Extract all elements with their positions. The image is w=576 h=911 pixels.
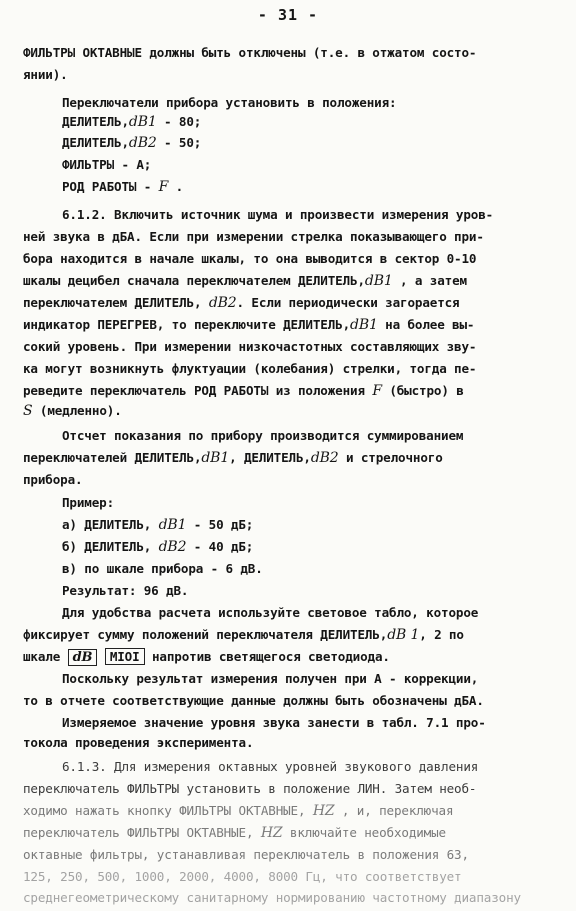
text-line: Результат: 96 дВ. [62, 583, 189, 598]
text-line: Отсчет показания по прибору производится суммированием [62, 428, 464, 443]
text-line: ней звука в дБА. Если при измерении стрелка показывающего при- [23, 229, 484, 244]
text-line: 125, 250, 500, 1000, 2000, 4000, 8000 Гц, что соответствует [23, 869, 462, 884]
handwritten-mark: dB1 [128, 114, 157, 130]
text-line: Пример: [62, 495, 115, 510]
text-line: октавные фильтры, устанавливая переключатель в положения 63, [23, 847, 469, 862]
handwritten-mark: dB1 [364, 273, 393, 289]
text-line: Поскольку результат измерения получен при А - коррекции, [62, 671, 479, 686]
text-line: реведите переключатель РОД РАБОТЫ из положения F (быстро) в [23, 383, 464, 399]
page-number: - 31 - [257, 6, 319, 24]
text-line: сокий уровень. При измерении низкочастотных составляющих зву- [23, 339, 477, 354]
text-line: ка могут возникнуть флуктуации (колебания) стрелки, тогда пе- [23, 361, 477, 376]
text-line: переключателем ДЕЛИТЕЛЬ, dB2. Если периодически загорается [23, 295, 460, 311]
text-line: б) ДЕЛИТЕЛЬ, dB2 - 40 дБ; [62, 539, 254, 555]
text-line: индикатор ПЕРЕГРЕВ, то переключите ДЕЛИТЕЛЬ,dB1 на более вы- [23, 317, 475, 333]
handwritten-mark: dB 1 [387, 627, 420, 643]
text-line: среднегеометрическому санитарному нормированию частотному диапазону [23, 890, 521, 905]
handwritten-mark: HZ [260, 825, 283, 841]
handwritten-mark: HZ [312, 803, 335, 819]
handwritten-mark: dB1 [201, 450, 230, 466]
handwritten-mark: dB1 [158, 517, 187, 533]
text-line: шкалы децибел сначала переключателем ДЕЛИТЕЛЬ,dB1 , а затем [23, 273, 467, 289]
text-line: Измеряемое значение уровня звука занести в табл. 7.1 про- [62, 715, 486, 730]
text-line: РОД РАБОТЫ - F . [62, 179, 184, 195]
db-box: dB [68, 649, 98, 666]
handwritten-mark: S [23, 403, 33, 419]
text-line: в) по шкале прибора - 6 дВ. [62, 561, 263, 576]
text-line: 6.1.2. Включить источник шума и произвести измерения уров- [62, 207, 494, 222]
text-line: S (медленно). [23, 403, 122, 419]
text-line: токола проведения эксперимента. [23, 735, 254, 750]
text-line: а) ДЕЛИТЕЛЬ, dB1 - 50 дБ; [62, 517, 254, 533]
handwritten-mark: dB2 [128, 135, 157, 151]
text-line: прибора. [23, 472, 83, 487]
text-line: Переключатели прибора установить в положения: [62, 95, 397, 110]
handwritten-mark: dB2 [158, 539, 187, 555]
text-line: переключатель ФИЛЬТРЫ установить в положение ЛИН. Затем необ- [23, 781, 477, 796]
text-line: ДЕЛИТЕЛЬ,dB2 - 50; [62, 135, 202, 151]
text-line: ДЕЛИТЕЛЬ,dB1 - 80; [62, 114, 202, 130]
handwritten-mark: dB2 [208, 295, 237, 311]
handwritten-mark: dB1 [350, 317, 378, 333]
text-line: фиксирует сумму положений переключателя ДЕЛИТЕЛЬ,dB 1, 2 по [23, 627, 464, 643]
text-line: ФИЛЬТРЫ - А; [62, 157, 152, 172]
handwritten-mark: dB2 [310, 450, 339, 466]
text-line: ходимо нажать кнопку ФИЛЬТРЫ ОКТАВНЫЕ, HZ , и, переключая [23, 803, 454, 819]
mioi-box: MIOI [105, 648, 145, 665]
text-line: переключатель ФИЛЬТРЫ ОКТАВНЫЕ, HZ включайте необходимые [23, 825, 446, 841]
text-line: переключателей ДЕЛИТЕЛЬ,dB1, ДЕЛИТЕЛЬ,dB2 и стрелочного [23, 450, 443, 466]
text-line: ФИЛЬТРЫ ОКТАВНЫЕ должны быть отключены (т.е. в отжатом состо- [23, 45, 477, 60]
text-line: шкале dB MIOI напротив светящегося светодиода. [23, 649, 390, 665]
text-line: Для удобства расчета используйте световое табло, которое [62, 605, 479, 620]
handwritten-mark: F [158, 179, 169, 195]
handwritten-mark: F [372, 383, 382, 399]
text-line: то в отчете соответствующие данные должны быть обозначены дБА. [23, 693, 484, 708]
text-line: 6.1.3. Для измерения октавных уровней звукового давления [62, 759, 479, 774]
text-line: бора находится в начале шкалы, то она выводится в сектор 0-10 [23, 251, 477, 266]
text-line: янии). [23, 67, 68, 82]
